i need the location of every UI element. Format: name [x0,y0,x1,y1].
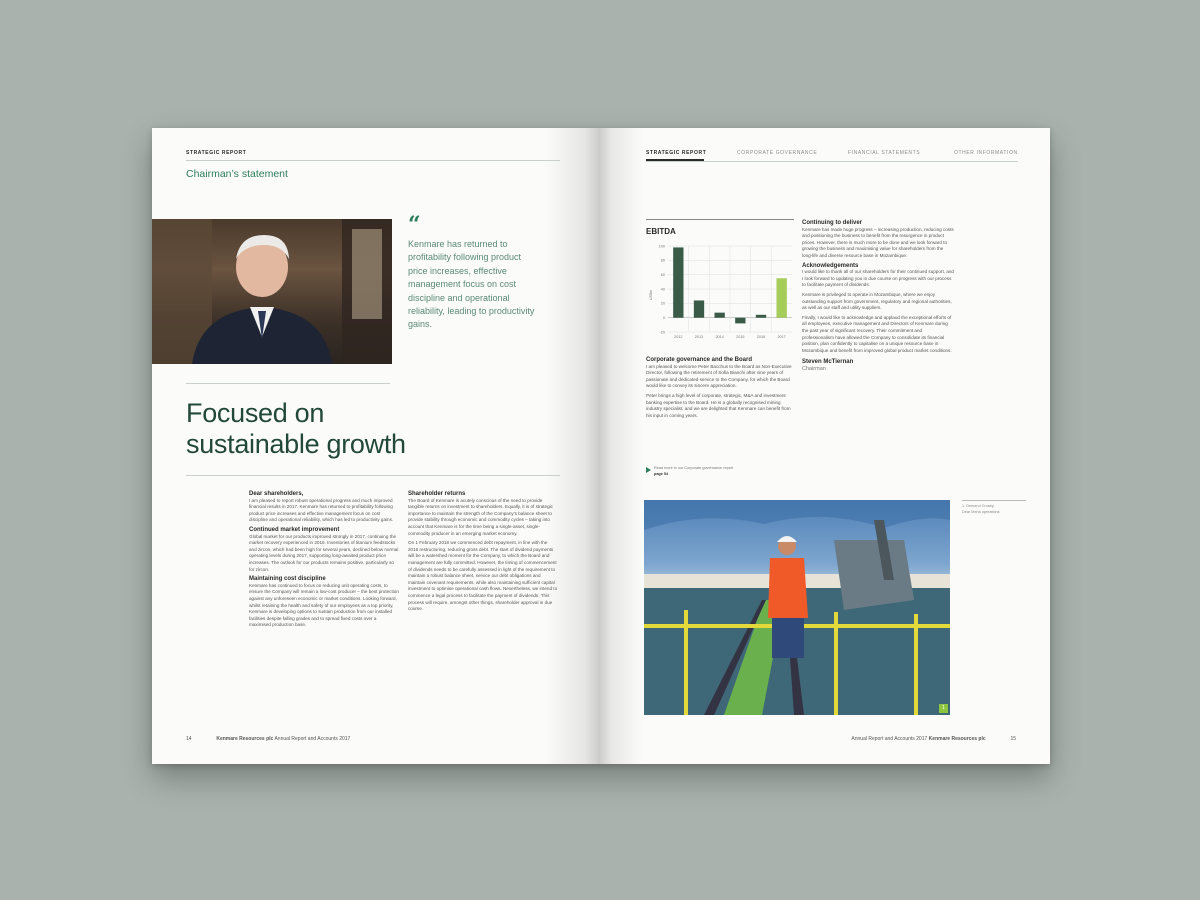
nav-rule [646,161,1018,162]
photo-caption [962,504,1000,515]
ebitda-chart [646,240,796,348]
subheading: Continued market improvement [249,526,340,533]
brochure-spread [152,128,1050,764]
paragraph: Kenmare is privileged to operate in Mozambique, where we enjoy outstanding support from government, regulatory and regional authorities, as well as our staff and utility suppliers. [802,291,952,311]
footer-company: Kenmare Resources plc [928,736,986,742]
caption-line: 1. Demerol Crosby, [962,504,995,508]
caption-rule [962,500,1026,501]
headline-top-rule [186,383,390,384]
y-tick-label: 60 [660,272,665,277]
paragraph: Kenmare has continued to focus on reducing unit operating costs, to ensure the Company will remain a low-cost producer – the best protection against any unforeseen economic or market conditions. Looking forward, whilst retaining the health and safety of our employees as a top priority, Kenmare is developing options to sustain production from our installed facilities despite falling grades and to spread fixed costs over a maximised production base. [249,582,399,628]
bar-2016 [756,315,766,318]
page-number: 14 [186,736,192,742]
footer-report: Annual Report and Accounts 2017 [851,736,928,742]
body-column-1 [249,489,399,632]
read-more-page: page 54 [654,472,669,476]
x-tick-label: 2016 [756,335,766,339]
signature-title: Chairman [802,365,826,372]
read-more-text: Read more in our Corporate governance report [654,466,734,470]
left-page [152,128,598,764]
subheading: Continuing to deliver [802,220,862,226]
headline-line-1: Focused on [186,398,325,428]
y-tick-label: -20 [659,330,665,335]
nav-strategic-report[interactable]: STRATEGIC REPORT [646,150,707,156]
bar-2015 [735,318,745,324]
salutation: Dear shareholders, [249,491,304,497]
y-axis-label: US$m [649,289,653,301]
y-tick-label: 20 [660,301,665,306]
headline [186,398,566,460]
bar-2014 [715,313,725,318]
y-tick-label: 80 [660,258,665,263]
left-footer [186,736,350,742]
footer-report: Annual Report and Accounts 2017 [274,736,351,742]
paragraph: The Board of Kenmare is acutely conscious of the need to provide tangible returns on investment to shareholders. Equally, it is of strategic importance to maintain the strength of the Company’s balance sheet to provide stability through economic and commodity cycles – taking into account that Kenmare is for the time being a single-asset, single-commodity producer in an emerging market economy. [408,497,553,536]
section-title: Chairman’s statement [186,168,288,180]
arrow-right-icon [646,467,651,473]
left-header: STRATEGIC REPORT [186,150,247,156]
subheading: Shareholder returns [408,491,466,497]
quote-mark-icon: “ [408,212,421,238]
paragraph: I would like to thank all of our shareholders for their continued support, and I look forward to updating you in due course on progress with our process to facilitate payment of dividends. [802,269,954,288]
paragraph: Peter brings a high level of corporate, strategic, M&A and investment banking expertise to the Board. He is a globally recognised mining industry specialist, and we are delighted that Kenmare can benefit from his input in coming years. [646,392,791,418]
chart-top-rule [646,219,794,220]
pull-quote: Kenmare has returned to profitability following product price increases, effective management focus on cost discipline and operational reliability, leading to productivity gains. [408,239,535,330]
y-tick-label: 0 [662,315,665,320]
governance-section [646,355,794,422]
right-page [598,128,1050,764]
signature-name: Steven McTiernan [802,359,854,366]
paragraph: On 1 February 2018 we commenced debt repayment, in line with the 2016 restructuring, reducing gross debt. The start of dividend payments will be a watershed moment for the Company, to which the Board and management are fully committed. However, the timing of commencement of dividends needs to be carefully assessed in light of the requirement to maintain a robust balance sheet, service our debt obligations and maintain covenant requirements, while also maintaining sufficient capital investment to optimise operational cash flows. Nevertheless, we intend to commence a legal process to facilitate the payment of dividends. This process will require, amongst other things, shareholder approval in due course. [408,540,558,612]
x-tick-label: 2015 [736,335,745,339]
worker-photo [644,500,950,715]
nav-other-information[interactable]: OTHER INFORMATION [954,150,1018,156]
paragraph: Kenmare has made huge progress – increasing production, reducing costs and positioning the business to benefit from the resurgence in product prices. However, there is much more to be done and we look forward to growing the business and maximising value for shareholders from the long-life and diverse resource base in Mozambique. [802,226,954,258]
right-footer [851,736,1016,742]
x-tick-label: 2014 [715,335,724,339]
chairman-illustration [152,219,392,364]
page-number: 15 [1010,736,1016,742]
nav-financial-statements[interactable]: FINANCIAL STATEMENTS [848,150,921,156]
headline-line-2: sustainable growth [186,429,406,459]
subheading: Acknowledgements [802,262,859,269]
bar-2013 [694,300,704,317]
chart-title: EBITDA [646,227,676,236]
x-tick-label: 2012 [674,335,683,339]
y-tick-label: 40 [660,287,665,292]
x-tick-label: 2017 [777,335,786,339]
header-rule [186,160,560,161]
x-tick-label: 2013 [694,335,704,339]
headline-bottom-rule [186,475,560,476]
y-tick-label: 100 [658,244,665,249]
paragraph: I am pleased to welcome Peter Bacchus to the Board as Non-Executive Director, following the retirement of Sofia Bianchi after nine years of passionate and dedicated service to the Company, for which the Board would like to convey its sincere appreciation. [646,363,792,389]
chairman-photo [152,219,392,364]
subheading: Maintaining cost discipline [249,576,326,583]
worker-illustration [644,500,950,715]
bar-2012 [673,247,683,317]
body-column-2 [408,489,558,616]
paragraph: Global market for our products improved strongly in 2017, continuing the market recovery experienced in 2016. Inventories of titanium feedstocks and zircon, which had been high for several years, declined below normal operating levels during 2017, supporting long-awaited product price increases. The outlook for our products remains positive, particularly so for zircon. [249,533,399,572]
footer-company: Kenmare Resources plc [216,736,274,742]
paragraph: I am pleased to report robust operational progress and much improved financial results in 2017. Kenmare has returned to profitability following product price increases and effective management focus on cost discipline and operational reliability, which has led to productivity gains. [249,497,394,523]
paragraph: Finally, I would like to acknowledge and applaud the exceptional efforts of all employees, executive management and Directors of Kenmare during the past year of significant recovery. Their commitment and professionalism have allowed the Company to consolidate its financial position, plan confidently to capitalise on a unique resource base in Mozambique and benefit from improved global product market conditions. [802,314,952,353]
nav-corporate-governance[interactable]: CORPORATE GOVERNANCE [737,150,818,156]
bar-2017 [777,278,787,317]
right-column [802,218,954,372]
photo-tag: 1 [939,704,948,713]
caption-line: Dear Mena operations [962,509,1000,514]
subheading: Corporate governance and the Board [646,357,753,363]
